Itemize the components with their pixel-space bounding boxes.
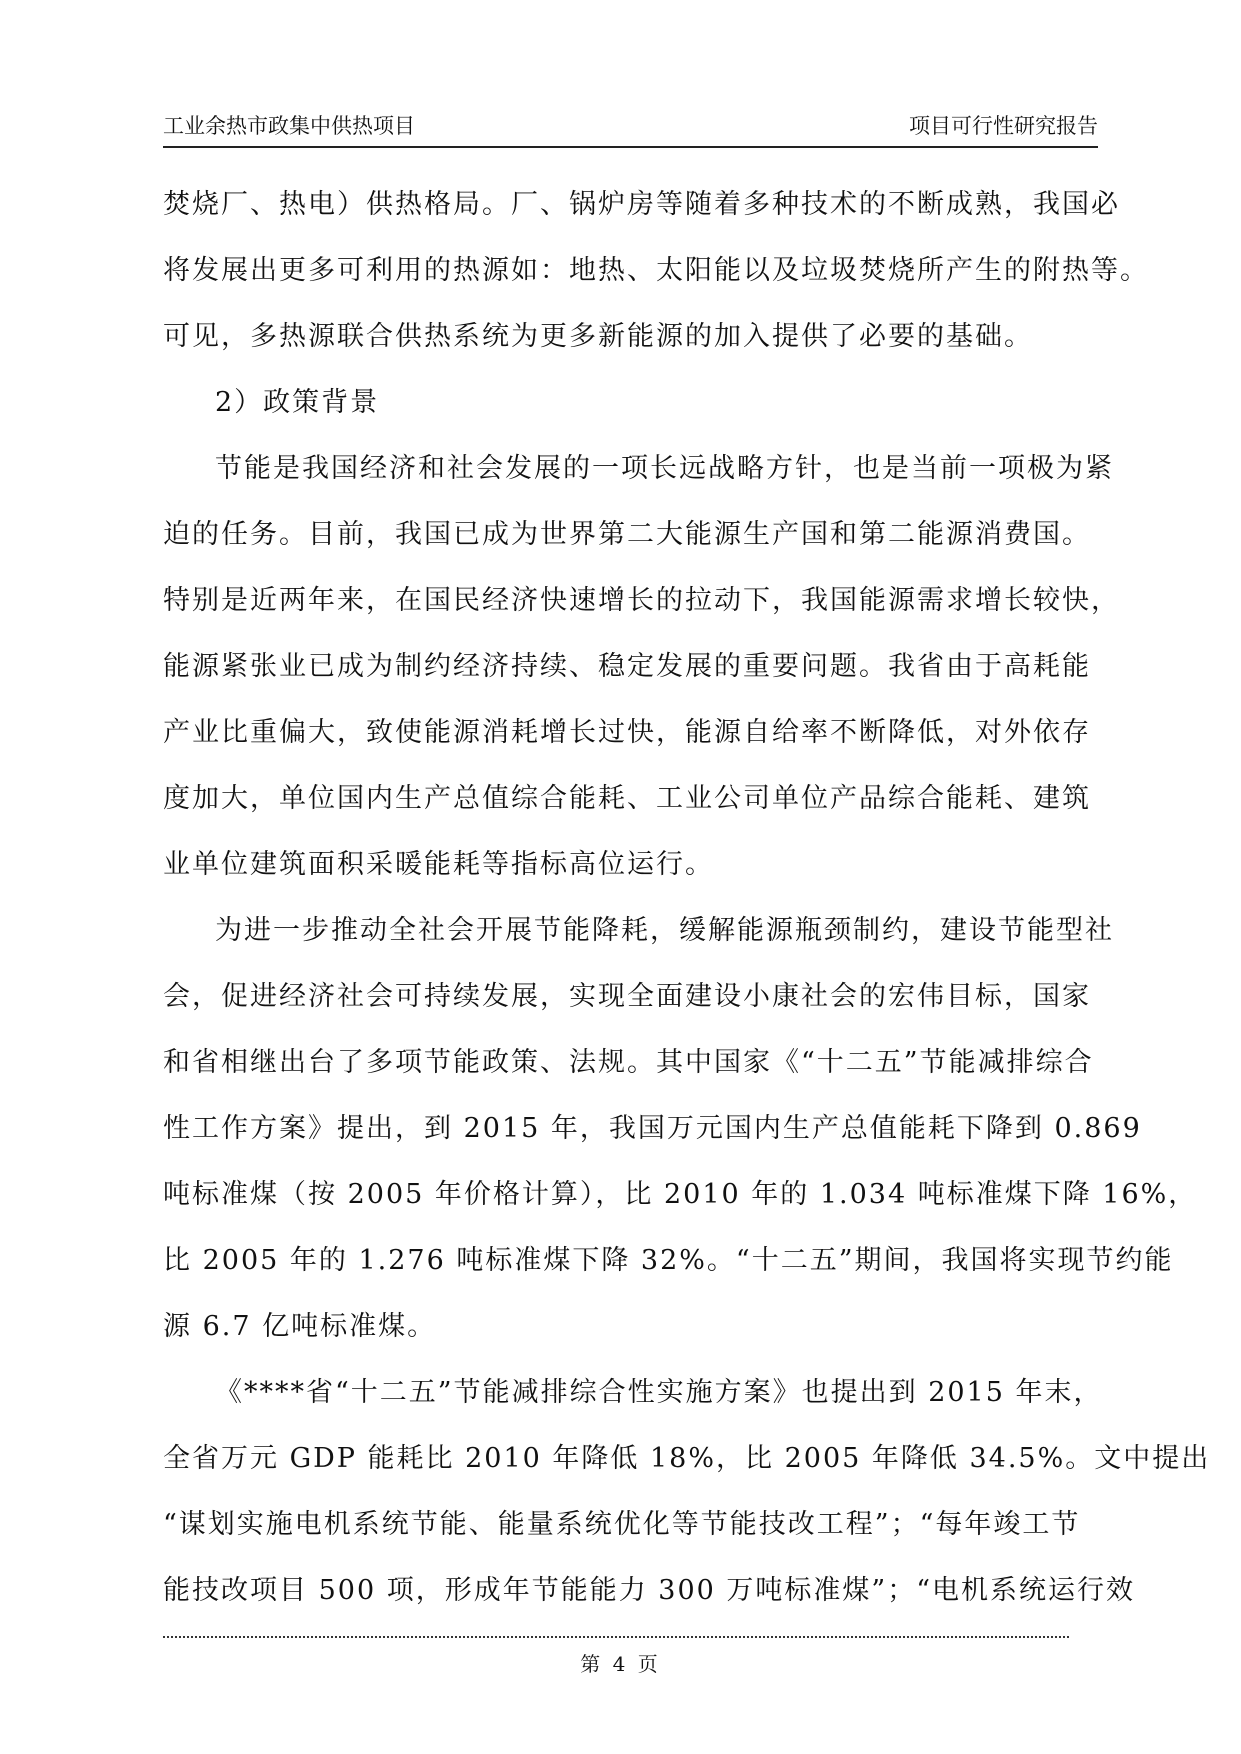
text-line: 焚烧厂、热电）供热格局。厂、锅炉房等随着多种技术的不断成熟，我国必 (163, 189, 1120, 220)
text-line: 和省相继出台了多项节能政策、法规。其中国家《“十二五”节能减排综合 (163, 1047, 1094, 1078)
footer-divider (163, 1636, 1069, 1638)
text-line: 源 6.7 亿吨标准煤。 (163, 1311, 437, 1342)
text-line: 2）政策背景 (215, 387, 380, 418)
text-line: 能源紧张业已成为制约经济持续、稳定发展的重要问题。我省由于高耗能 (163, 651, 1091, 682)
text-line: 全省万元 GDP 能耗比 2010 年降低 18%，比 2005 年降低 34.5%。文中提出 (163, 1443, 1211, 1474)
text-line: 会，促进经济社会可持续发展，实现全面建设小康社会的宏伟目标，国家 (163, 981, 1091, 1012)
text-line: 将发展出更多可利用的热源如：地热、太阳能以及垃圾焚烧所产生的附热等。 (163, 255, 1149, 286)
text-line: 性工作方案》提出，到 2015 年，我国万元国内生产总值能耗下降到 0.869 (163, 1113, 1142, 1144)
text-line: 业单位建筑面积采暖能耗等指标高位运行。 (163, 849, 714, 880)
text-line: 特别是近两年来，在国民经济快速增长的拉动下，我国能源需求增长较快， (163, 585, 1120, 616)
text-line: 迫的任务。目前，我国已成为世界第二大能源生产国和第二能源消费国。 (163, 519, 1091, 550)
page-header (163, 112, 1098, 148)
text-line: “谋划实施电机系统节能、能量系统优化等节能技改工程”；“每年竣工节 (163, 1509, 1081, 1540)
text-line: 吨标准煤（按 2005 年价格计算），比 2010 年的 1.034 吨标准煤下降 16%， (163, 1179, 1198, 1210)
text-line: 产业比重偏大，致使能源消耗增长过快，能源自给率不断降低，对外依存 (163, 717, 1091, 748)
text-line: 节能是我国经济和社会发展的一项长远战略方针，也是当前一项极为紧 (215, 453, 1114, 484)
header-report-title: 项目可行性研究报告 (909, 114, 1098, 138)
document-body (163, 189, 1211, 1642)
text-line: 能技改项目 500 项，形成年节能能力 300 万吨标准煤”；“电机系统运行效 (163, 1575, 1136, 1606)
text-line: 可见，多热源联合供热系统为更多新能源的加入提供了必要的基础。 (163, 321, 1033, 352)
header-project-title: 工业余热市政集中供热项目 (163, 114, 415, 138)
text-line: 比 2005 年的 1.276 吨标准煤下降 32%。“十二五”期间，我国将实现节约能 (163, 1245, 1174, 1276)
text-line: 《****省“十二五”节能减排综合性实施方案》也提出到 2015 年末， (215, 1377, 1103, 1408)
text-line: 为进一步推动全社会开展节能降耗，缓解能源瓶颈制约，建设节能型社 (215, 915, 1114, 946)
page-number: 第 4 页 (580, 1652, 661, 1676)
text-line: 度加大，单位国内生产总值综合能耗、工业公司单位产品综合能耗、建筑 (163, 783, 1091, 814)
